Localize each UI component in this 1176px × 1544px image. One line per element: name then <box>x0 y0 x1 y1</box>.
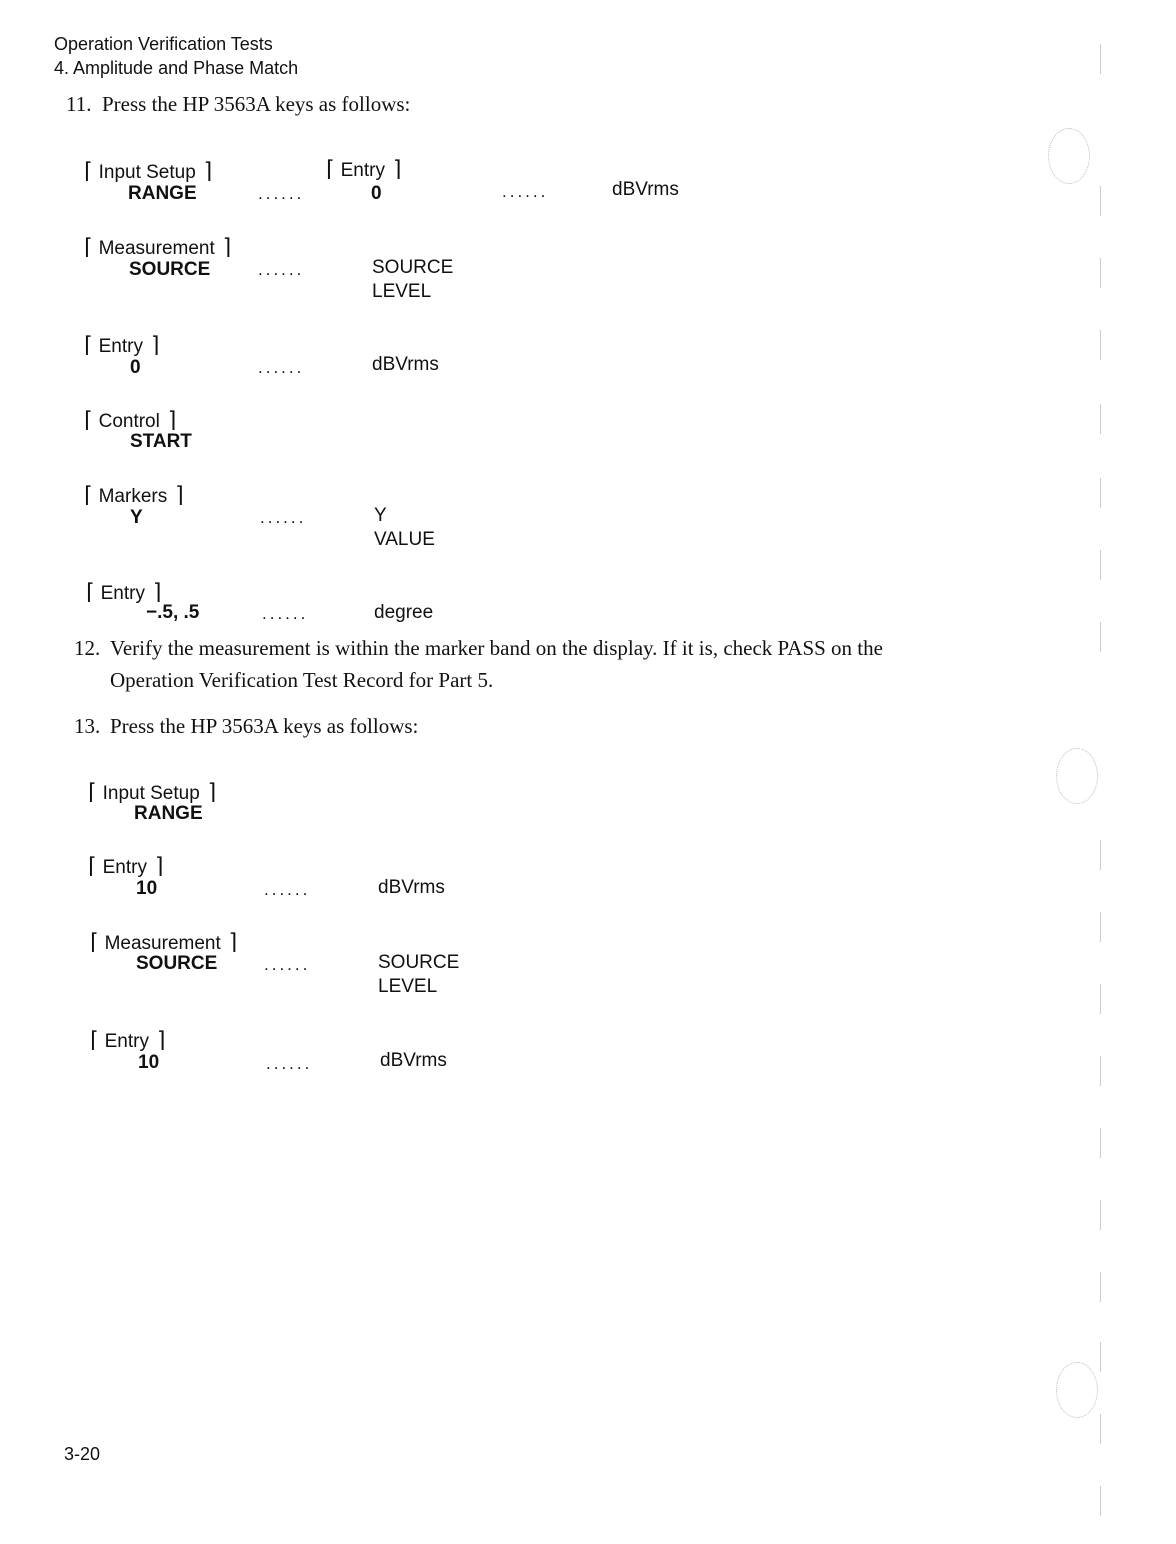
page-number: 3-20 <box>64 1444 101 1464</box>
margin-mark <box>1100 622 1105 652</box>
section-title: Operation Verification Tests <box>54 34 273 54</box>
entry-value: 0 <box>371 183 382 204</box>
leader-dots: ...... <box>262 604 309 623</box>
leader-dots: ...... <box>260 508 307 527</box>
result-y: Y <box>374 505 387 526</box>
entry-value: 0 <box>130 357 141 378</box>
punch-hole <box>1056 1362 1098 1418</box>
margin-mark <box>1100 1272 1105 1302</box>
result-source: SOURCE <box>378 952 460 973</box>
margin-mark <box>1100 478 1105 508</box>
hard-key-entry: ⌈ Entry ⌉ <box>326 156 402 182</box>
hard-key-measurement: ⌈ Measurement ⌉ <box>84 234 231 260</box>
hard-key-measurement: ⌈ Measurement ⌉ <box>90 929 237 955</box>
step-number: 11. <box>66 92 92 116</box>
margin-mark <box>1100 1128 1105 1158</box>
step-11 <box>66 92 410 117</box>
margin-mark <box>1100 1056 1105 1086</box>
step-text: Press the HP 3563A keys as follows: <box>102 92 411 116</box>
soft-key-source: SOURCE <box>129 259 211 280</box>
leader-dots: ...... <box>258 184 305 203</box>
margin-mark <box>1100 186 1105 216</box>
entry-value: −.5, .5 <box>146 602 200 623</box>
margin-mark <box>1100 1200 1105 1230</box>
margin-mark <box>1100 44 1105 74</box>
soft-key-source: SOURCE <box>136 953 218 974</box>
entry-value: 10 <box>138 1052 160 1073</box>
hard-key-control: ⌈ Control ⌉ <box>84 407 176 433</box>
leader-dots: ...... <box>258 358 305 377</box>
soft-key-start: START <box>130 431 192 452</box>
margin-mark <box>1100 258 1105 288</box>
unit-label: dBVrms <box>378 877 445 898</box>
leader-dots: ...... <box>264 955 311 974</box>
margin-mark <box>1100 1342 1105 1372</box>
leader-dots: ...... <box>266 1054 313 1073</box>
margin-mark <box>1100 330 1105 360</box>
soft-key-range: RANGE <box>128 183 197 204</box>
soft-key-range: RANGE <box>134 803 203 824</box>
leader-dots: ...... <box>258 260 305 279</box>
hard-key-input-setup: ⌈ Input Setup ⌉ <box>88 779 216 805</box>
step-13 <box>74 714 418 739</box>
margin-mark <box>1100 840 1105 870</box>
margin-mark <box>1100 1486 1105 1516</box>
unit-label: dBVrms <box>372 354 439 375</box>
result-value: VALUE <box>374 529 435 550</box>
entry-value: 10 <box>136 878 158 899</box>
hard-key-entry: ⌈ Entry ⌉ <box>86 579 162 605</box>
margin-mark <box>1100 912 1105 942</box>
step-number: 12. <box>74 636 101 660</box>
margin-mark <box>1100 1414 1105 1444</box>
soft-key-y: Y <box>130 507 143 528</box>
punch-hole <box>1056 748 1098 804</box>
hard-key-entry: ⌈ Entry ⌉ <box>84 332 160 358</box>
step-text-line2: Operation Verification Test Record for Part 5. <box>110 668 494 692</box>
leader-dots: ...... <box>502 182 549 201</box>
result-level: LEVEL <box>372 281 432 302</box>
unit-label: degree <box>374 602 434 623</box>
hard-key-entry: ⌈ Entry ⌉ <box>90 1027 166 1053</box>
step-text: Press the HP 3563A keys as follows: <box>110 714 419 738</box>
step-12 <box>74 636 883 661</box>
punch-hole <box>1048 128 1090 184</box>
step-number: 13. <box>74 714 101 738</box>
margin-mark <box>1100 984 1105 1014</box>
unit-label: dBVrms <box>380 1050 447 1071</box>
hard-key-markers: ⌈ Markers ⌉ <box>84 482 184 508</box>
result-source: SOURCE <box>372 257 454 278</box>
leader-dots: ...... <box>264 880 311 899</box>
subsection-title: 4. Amplitude and Phase Match <box>54 58 299 78</box>
unit-label: dBVrms <box>612 179 679 200</box>
hard-key-input-setup: ⌈ Input Setup ⌉ <box>84 158 212 184</box>
hard-key-entry: ⌈ Entry ⌉ <box>88 853 164 879</box>
result-level: LEVEL <box>378 976 438 997</box>
margin-mark <box>1100 404 1105 434</box>
step-text-line1: Verify the measurement is within the marker band on the display. If it is, check PASS on the <box>110 636 883 660</box>
margin-mark <box>1100 550 1105 580</box>
